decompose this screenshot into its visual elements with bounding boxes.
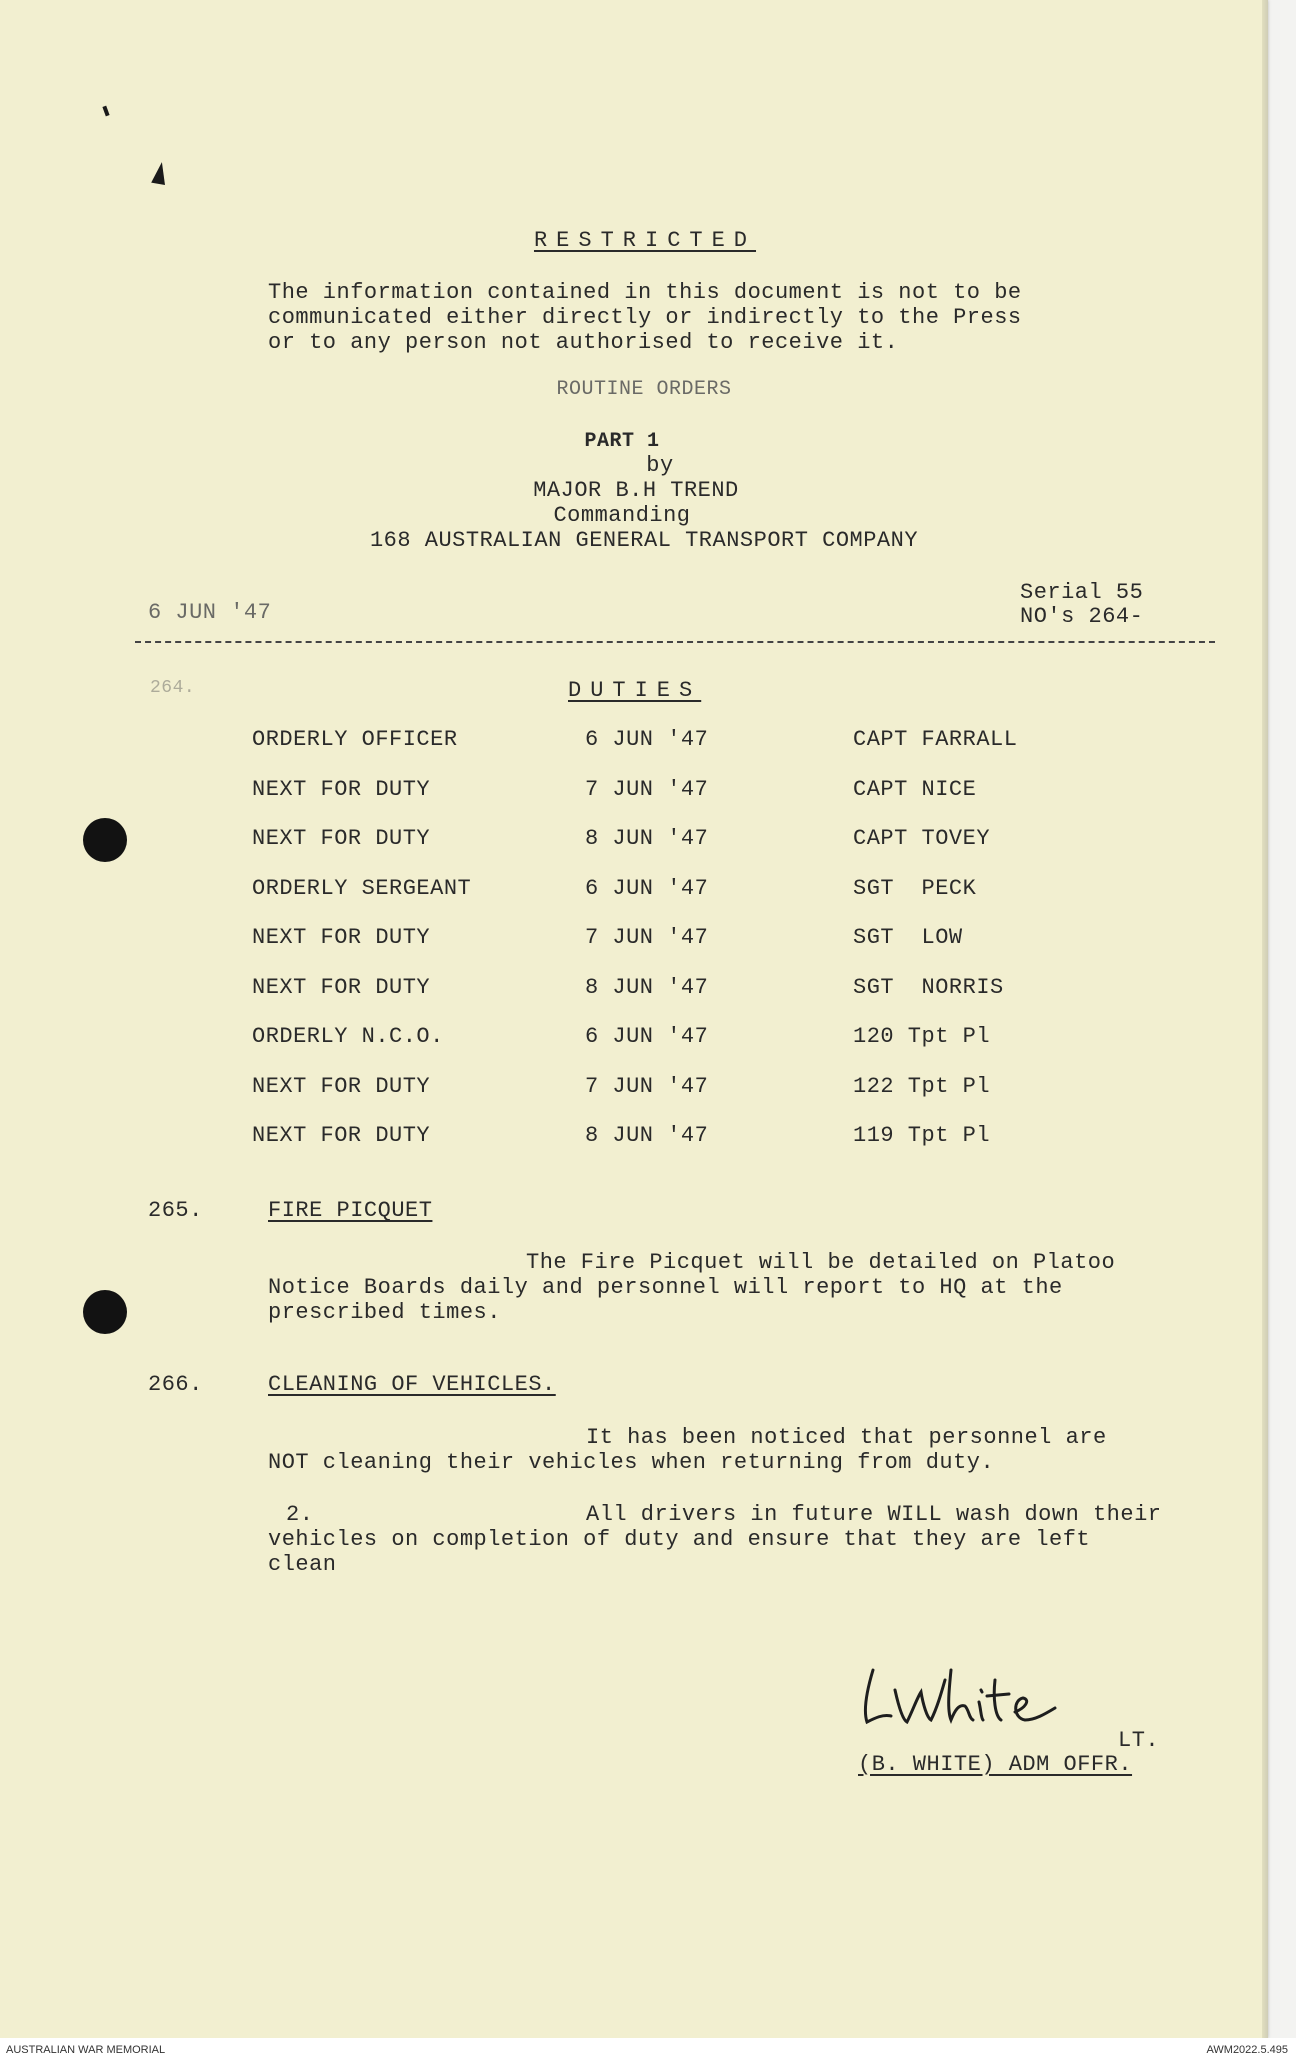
duty-name: CAPT NICE	[853, 777, 977, 802]
notice-line: communicated either directly or indirectly to the Press	[268, 305, 1022, 330]
cleaning-text: NOT cleaning their vehicles when returning from duty.	[268, 1450, 995, 1475]
duty-name: 119 Tpt Pl	[853, 1123, 991, 1148]
mark-speck	[102, 106, 109, 117]
commander-name: MAJOR B.H TREND	[533, 478, 739, 503]
duty-name: SGT PECK	[853, 876, 977, 901]
paragraph-number: 2.	[286, 1502, 314, 1527]
duty-name: 120 Tpt Pl	[853, 1024, 991, 1049]
duty-role: NEXT FOR DUTY	[252, 1123, 431, 1148]
duty-date: 8 JUN '47	[585, 975, 709, 1000]
by-label: by	[646, 453, 674, 478]
duty-name: CAPT FARRALL	[853, 727, 1018, 752]
cleaning-text: All drivers in future WILL wash down their	[586, 1502, 1162, 1527]
archive-reference: AWM2022.5.495	[1206, 2044, 1288, 2056]
punch-hole-bottom	[83, 1290, 127, 1334]
duty-date: 7 JUN '47	[585, 777, 709, 802]
mark-triangle	[151, 161, 169, 185]
duty-role: ORDERLY SERGEANT	[252, 876, 472, 901]
signatory-name: (B. WHITE) ADM OFFR.	[858, 1752, 1133, 1777]
duty-role: NEXT FOR DUTY	[252, 777, 431, 802]
duty-date: 8 JUN '47	[585, 826, 709, 851]
notice-line: or to any person not authorised to receive it.	[268, 330, 899, 355]
serial-number: Serial 55	[1020, 580, 1144, 605]
item-number: 264.	[150, 678, 196, 698]
fire-picquet-text: The Fire Picquet will be detailed on Platoo	[526, 1250, 1116, 1275]
fire-picquet-heading: FIRE PICQUET	[268, 1198, 433, 1223]
fire-picquet-text: Notice Boards daily and personnel will report to HQ at the	[268, 1275, 1063, 1300]
duty-date: 6 JUN '47	[585, 727, 709, 752]
restricted-heading: RESTRICTED	[533, 228, 757, 253]
duty-name: 122 Tpt Pl	[853, 1074, 991, 1099]
cleaning-text: clean	[268, 1552, 337, 1577]
signatory-rank: LT.	[1118, 1728, 1160, 1753]
order-numbers: NO's 264-	[1020, 604, 1144, 629]
commanding-label: Commanding	[553, 503, 691, 528]
duty-date: 6 JUN '47	[585, 876, 709, 901]
cleaning-heading: CLEANING OF VEHICLES.	[268, 1372, 556, 1397]
duties-heading: DUTIES	[568, 678, 702, 703]
duty-date: 6 JUN '47	[585, 1024, 709, 1049]
duty-name: SGT LOW	[853, 925, 963, 950]
unit-name: 168 AUSTRALIAN GENERAL TRANSPORT COMPANY	[369, 528, 919, 553]
page-edge	[1262, 0, 1268, 2038]
divider-line	[135, 641, 1215, 643]
notice-line: The information contained in this document is not to be	[268, 280, 1022, 305]
duty-date: 8 JUN '47	[585, 1123, 709, 1148]
duty-role: NEXT FOR DUTY	[252, 1074, 431, 1099]
item-number: 265.	[148, 1198, 203, 1223]
duty-name: CAPT TOVEY	[853, 826, 991, 851]
handwritten-signature	[855, 1650, 1065, 1740]
duty-role: NEXT FOR DUTY	[252, 925, 431, 950]
duty-role: ORDERLY N.C.O.	[252, 1024, 444, 1049]
cleaning-text: vehicles on completion of duty and ensure that they are left	[268, 1527, 1091, 1552]
part-label: PART 1	[584, 430, 660, 453]
archive-footer	[0, 2038, 1296, 2061]
duty-date: 7 JUN '47	[585, 925, 709, 950]
document-title: ROUTINE ORDERS	[556, 378, 732, 401]
fire-picquet-text: prescribed times.	[268, 1300, 501, 1325]
archive-name: AUSTRALIAN WAR MEMORIAL	[6, 2044, 166, 2056]
duty-role: ORDERLY OFFICER	[252, 727, 458, 752]
order-date: 6 JUN '47	[148, 600, 272, 625]
duty-role: NEXT FOR DUTY	[252, 826, 431, 851]
item-number: 266.	[148, 1372, 203, 1397]
punch-hole-top	[83, 818, 127, 862]
duty-date: 7 JUN '47	[585, 1074, 709, 1099]
duty-name: SGT NORRIS	[853, 975, 1004, 1000]
cleaning-text: It has been noticed that personnel are	[586, 1425, 1107, 1450]
duty-role: NEXT FOR DUTY	[252, 975, 431, 1000]
